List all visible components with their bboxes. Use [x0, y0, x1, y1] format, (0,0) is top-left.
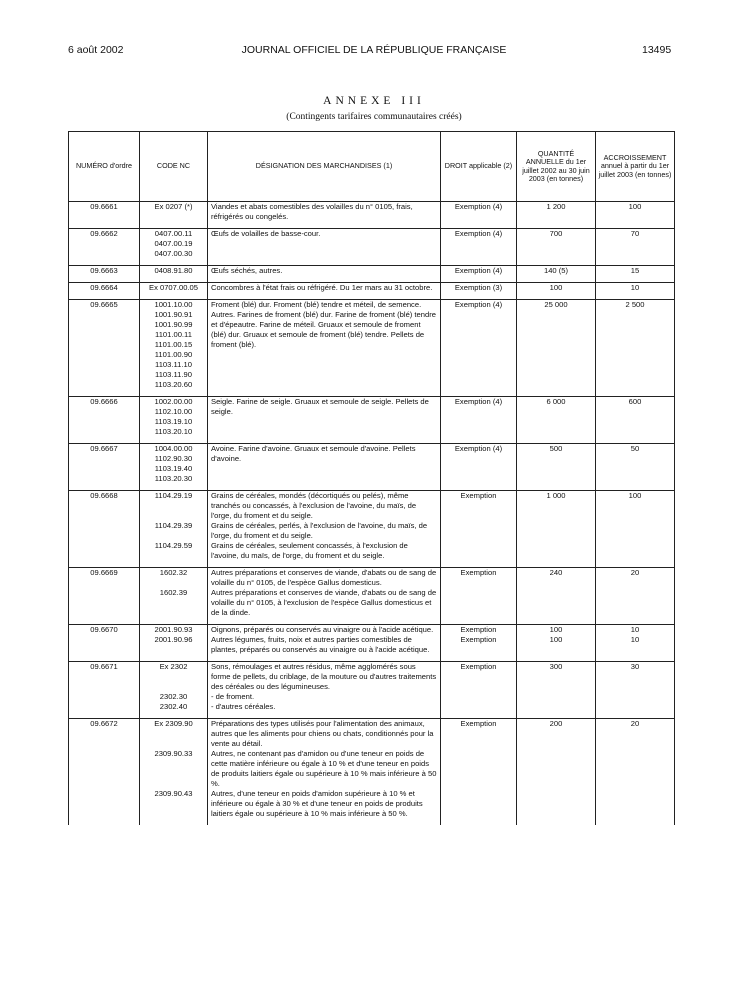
increase-cell: 70	[596, 229, 675, 260]
table-row	[69, 702, 675, 712]
increase-cell: 2 500	[596, 300, 675, 391]
duty-cell: Exemption (4)	[441, 202, 517, 223]
table-row	[69, 635, 675, 655]
duty-cell	[441, 789, 517, 819]
hs-code-cell: 1104.29.59	[140, 541, 208, 561]
duty-cell: Exemption (4)	[441, 444, 517, 485]
designation-cell: Grains de céréales, mondés (décortiqués ou pelés), même tranchés ou concassés, à l'exclusion de l'avoine, du maïs, de l'orge, du froment et du seigle.	[208, 491, 441, 522]
order-number: 09.6661	[69, 202, 140, 223]
duty-cell: Exemption (4)	[441, 229, 517, 260]
spacer-cell	[441, 819, 517, 825]
hs-code-cell: 1602.32	[140, 568, 208, 589]
increase-cell: 100	[596, 202, 675, 223]
quantity-cell: 140 (5)	[517, 266, 596, 277]
quantity-cell: 200	[517, 719, 596, 750]
page-number: 13495	[642, 44, 672, 56]
duty-cell: Exemption	[441, 491, 517, 522]
quantity-cell	[517, 588, 596, 618]
table-row	[69, 266, 675, 277]
quantity-cell	[517, 692, 596, 702]
quota-table	[68, 131, 675, 825]
hs-code-cell: 0408.91.80	[140, 266, 208, 277]
hs-code-cell: 1004.00.00 1102.90.30 1103.19.40 1103.20.30	[140, 444, 208, 485]
designation-cell: Autres préparations et conserves de viande, d'abats ou de sang de volaille du n° 0105, de l'espèce Gallus domesticus.	[208, 568, 441, 589]
hs-code-cell: 2001.90.96	[140, 635, 208, 655]
designation-cell: Viandes et abats comestibles des volailles du n° 0105, frais, réfrigérés ou congelés.	[208, 202, 441, 223]
increase-cell	[596, 789, 675, 819]
quantity-cell: 6 000	[517, 397, 596, 438]
order-number: 09.6666	[69, 397, 140, 438]
duty-cell	[441, 749, 517, 789]
duty-cell: Exemption (4)	[441, 300, 517, 391]
order-number: 09.6669	[69, 568, 140, 589]
hs-code-cell: 1602.39	[140, 588, 208, 618]
table-row	[69, 719, 675, 750]
quantity-cell: 100	[517, 283, 596, 294]
hs-code-cell: Ex 2309.90	[140, 719, 208, 750]
table-row	[69, 300, 675, 391]
increase-cell: 10	[596, 635, 675, 655]
order-number: 09.6668	[69, 491, 140, 522]
col-header-designation: DÉSIGNATION DES MARCHANDISES (1)	[208, 132, 441, 202]
duty-cell	[441, 588, 517, 618]
hs-code-cell: 2309.90.33	[140, 749, 208, 789]
order-number	[69, 521, 140, 541]
table-row	[69, 283, 675, 294]
order-number	[69, 541, 140, 561]
designation-cell: Autres, ne contenant pas d'amidon ou d'une teneur en poids de cette matière inférieure ou égale à 10 % et d'une teneur en poids de produits laitiers égale ou supérieure à 10 % mais inférieure à 50 %.	[208, 749, 441, 789]
order-number: 09.6662	[69, 229, 140, 260]
designation-cell: Autres préparations et conserves de viande, d'abats ou de sang de volaille du n° 0105, à l'exclusion de l'espèce Gallus domesticus et de la dinde.	[208, 588, 441, 618]
designation-cell: Sons, rémoulages et autres résidus, même agglomérés sous forme de pellets, du criblage, de la mouture ou d'autres traitements des céréales ou des légumineuses.	[208, 662, 441, 693]
row-spacer	[69, 819, 675, 825]
duty-cell	[441, 702, 517, 712]
spacer-cell	[208, 819, 441, 825]
hs-code-cell: 2302.40	[140, 702, 208, 712]
order-number: 09.6672	[69, 719, 140, 750]
duty-cell: Exemption	[441, 719, 517, 750]
designation-cell: Autres légumes, fruits, noix et autres parties comestibles de plantes, préparés ou conservés au vinaigre ou à l'acide acétique.	[208, 635, 441, 655]
duty-cell	[441, 541, 517, 561]
duty-cell: Exemption	[441, 635, 517, 655]
order-number: 09.6667	[69, 444, 140, 485]
order-number	[69, 702, 140, 712]
quantity-cell: 500	[517, 444, 596, 485]
quantity-cell	[517, 541, 596, 561]
hs-code-cell: 1002.00.00 1102.10.00 1103.19.10 1103.20.10	[140, 397, 208, 438]
table-row	[69, 692, 675, 702]
duty-cell: Exemption	[441, 625, 517, 636]
table-row	[69, 749, 675, 789]
increase-cell	[596, 749, 675, 789]
order-number	[69, 692, 140, 702]
col-header-droit: DROIT applicable (2)	[441, 132, 517, 202]
order-number	[69, 588, 140, 618]
col-header-quantite: QUANTITÉ ANNUELLE du 1er juillet 2002 au 30 juin 2003 (en tonnes)	[517, 132, 596, 202]
increase-cell	[596, 521, 675, 541]
col-header-code: CODE NC	[140, 132, 208, 202]
header-date: 6 août 2002	[68, 44, 124, 56]
table-row	[69, 229, 675, 260]
order-number: 09.6664	[69, 283, 140, 294]
increase-cell	[596, 692, 675, 702]
hs-code-cell: 1104.29.39	[140, 521, 208, 541]
spacer-cell	[140, 819, 208, 825]
table-row	[69, 397, 675, 438]
order-number: 09.6663	[69, 266, 140, 277]
designation-cell: Oignons, préparés ou conservés au vinaigre ou à l'acide acétique.	[208, 625, 441, 636]
increase-cell: 10	[596, 283, 675, 294]
quantity-cell: 300	[517, 662, 596, 693]
duty-cell: Exemption	[441, 662, 517, 693]
increase-cell: 30	[596, 662, 675, 693]
table-row	[69, 202, 675, 223]
increase-cell: 50	[596, 444, 675, 485]
quantity-cell	[517, 521, 596, 541]
hs-code-cell: 0407.00.11 0407.00.19 0407.00.30	[140, 229, 208, 260]
order-number	[69, 789, 140, 819]
quantity-cell	[517, 749, 596, 789]
hs-code-cell: Ex 0207 (*)	[140, 202, 208, 223]
increase-cell: 100	[596, 491, 675, 522]
hs-code-cell: 1001.10.00 1001.90.91 1001.90.99 1101.00.11 1101.00.15 1101.00.90 1103.11.10 1103.11.90 1103.20.60	[140, 300, 208, 391]
quantity-cell: 1 000	[517, 491, 596, 522]
designation-cell: Préparations des types utilisés pour l'alimentation des animaux, autres que les aliments pour chiens ou chats, conditionnés pour la vente au détail.	[208, 719, 441, 750]
col-header-accroissement: ACCROISSEMENT annuel à partir du 1er juillet 2003 (en tonnes)	[596, 132, 675, 202]
hs-code-cell: 1104.29.19	[140, 491, 208, 522]
increase-cell: 15	[596, 266, 675, 277]
table-row	[69, 491, 675, 522]
increase-cell: 20	[596, 719, 675, 750]
quantity-cell: 25 000	[517, 300, 596, 391]
increase-cell: 600	[596, 397, 675, 438]
increase-cell	[596, 541, 675, 561]
order-number: 09.6665	[69, 300, 140, 391]
quantity-cell: 700	[517, 229, 596, 260]
increase-cell: 10	[596, 625, 675, 636]
annex-subtitle: (Contingents tarifaires communautaires créés)	[286, 112, 462, 122]
order-number	[69, 749, 140, 789]
col-header-numero: NUMÉRO d'ordre	[69, 132, 140, 202]
table-row	[69, 541, 675, 561]
spacer-cell	[517, 819, 596, 825]
quantity-cell	[517, 702, 596, 712]
designation-cell: Grains de céréales, seulement concassés, à l'exclusion de l'avoine, du maïs, de l'orge, du froment et du seigle.	[208, 541, 441, 561]
table-row	[69, 568, 675, 589]
table-body	[69, 202, 675, 826]
hs-code-cell: 2001.90.93	[140, 625, 208, 636]
table-row	[69, 521, 675, 541]
duty-cell	[441, 521, 517, 541]
table-row	[69, 662, 675, 693]
designation-cell: Concombres à l'état frais ou réfrigéré. Du 1er mars au 31 octobre.	[208, 283, 441, 294]
designation-cell: - de froment.	[208, 692, 441, 702]
duty-cell: Exemption (3)	[441, 283, 517, 294]
designation-cell: Œufs séchés, autres.	[208, 266, 441, 277]
table-row	[69, 789, 675, 819]
quantity-cell: 240	[517, 568, 596, 589]
quantity-cell: 1 200	[517, 202, 596, 223]
order-number	[69, 635, 140, 655]
spacer-cell	[69, 819, 140, 825]
designation-cell: - d'autres céréales.	[208, 702, 441, 712]
table-row	[69, 444, 675, 485]
quantity-cell: 100	[517, 625, 596, 636]
designation-cell: Avoine. Farine d'avoine. Gruaux et semoule d'avoine. Pellets d'avoine.	[208, 444, 441, 485]
hs-code-cell: Ex 0707.00.05	[140, 283, 208, 294]
order-number: 09.6671	[69, 662, 140, 693]
designation-cell: Seigle. Farine de seigle. Gruaux et semoule de seigle. Pellets de seigle.	[208, 397, 441, 438]
spacer-cell	[596, 819, 675, 825]
designation-cell: Froment (blé) dur. Froment (blé) tendre et méteil, de semence. Autres. Farines de froment (blé) dur. Farine de froment (blé) tendre et d'épeautre. Farine de méteil. Gruaux et semoule de froment (blé) dur. Gruaux et semoule de froment (blé) tendre. Pellets de froment (blé).	[208, 300, 441, 391]
duty-cell: Exemption	[441, 568, 517, 589]
designation-cell: Grains de céréales, perlés, à l'exclusion de l'avoine, du maïs, de l'orge, du froment et du seigle.	[208, 521, 441, 541]
table-header-row	[69, 132, 675, 202]
annex-title: ANNEXE III	[323, 95, 425, 107]
increase-cell	[596, 702, 675, 712]
hs-code-cell: 2309.90.43	[140, 789, 208, 819]
hs-code-cell: Ex 2302	[140, 662, 208, 693]
quantity-cell	[517, 789, 596, 819]
hs-code-cell: 2302.30	[140, 692, 208, 702]
designation-cell: Autres, d'une teneur en poids d'amidon supérieure à 10 % et inférieure ou égale à 30 % et d'une teneur en poids de produits laitiers égale ou supérieure à 10 % mais inférieure à 50 %.	[208, 789, 441, 819]
duty-cell	[441, 692, 517, 702]
quantity-cell: 100	[517, 635, 596, 655]
increase-cell: 20	[596, 568, 675, 589]
journal-title: JOURNAL OFFICIEL DE LA RÉPUBLIQUE FRANÇAISE	[241, 44, 507, 56]
order-number: 09.6670	[69, 625, 140, 636]
designation-cell: Œufs de volailles de basse-cour.	[208, 229, 441, 260]
duty-cell: Exemption (4)	[441, 397, 517, 438]
increase-cell	[596, 588, 675, 618]
table-row	[69, 588, 675, 618]
table-row	[69, 625, 675, 636]
duty-cell: Exemption (4)	[441, 266, 517, 277]
